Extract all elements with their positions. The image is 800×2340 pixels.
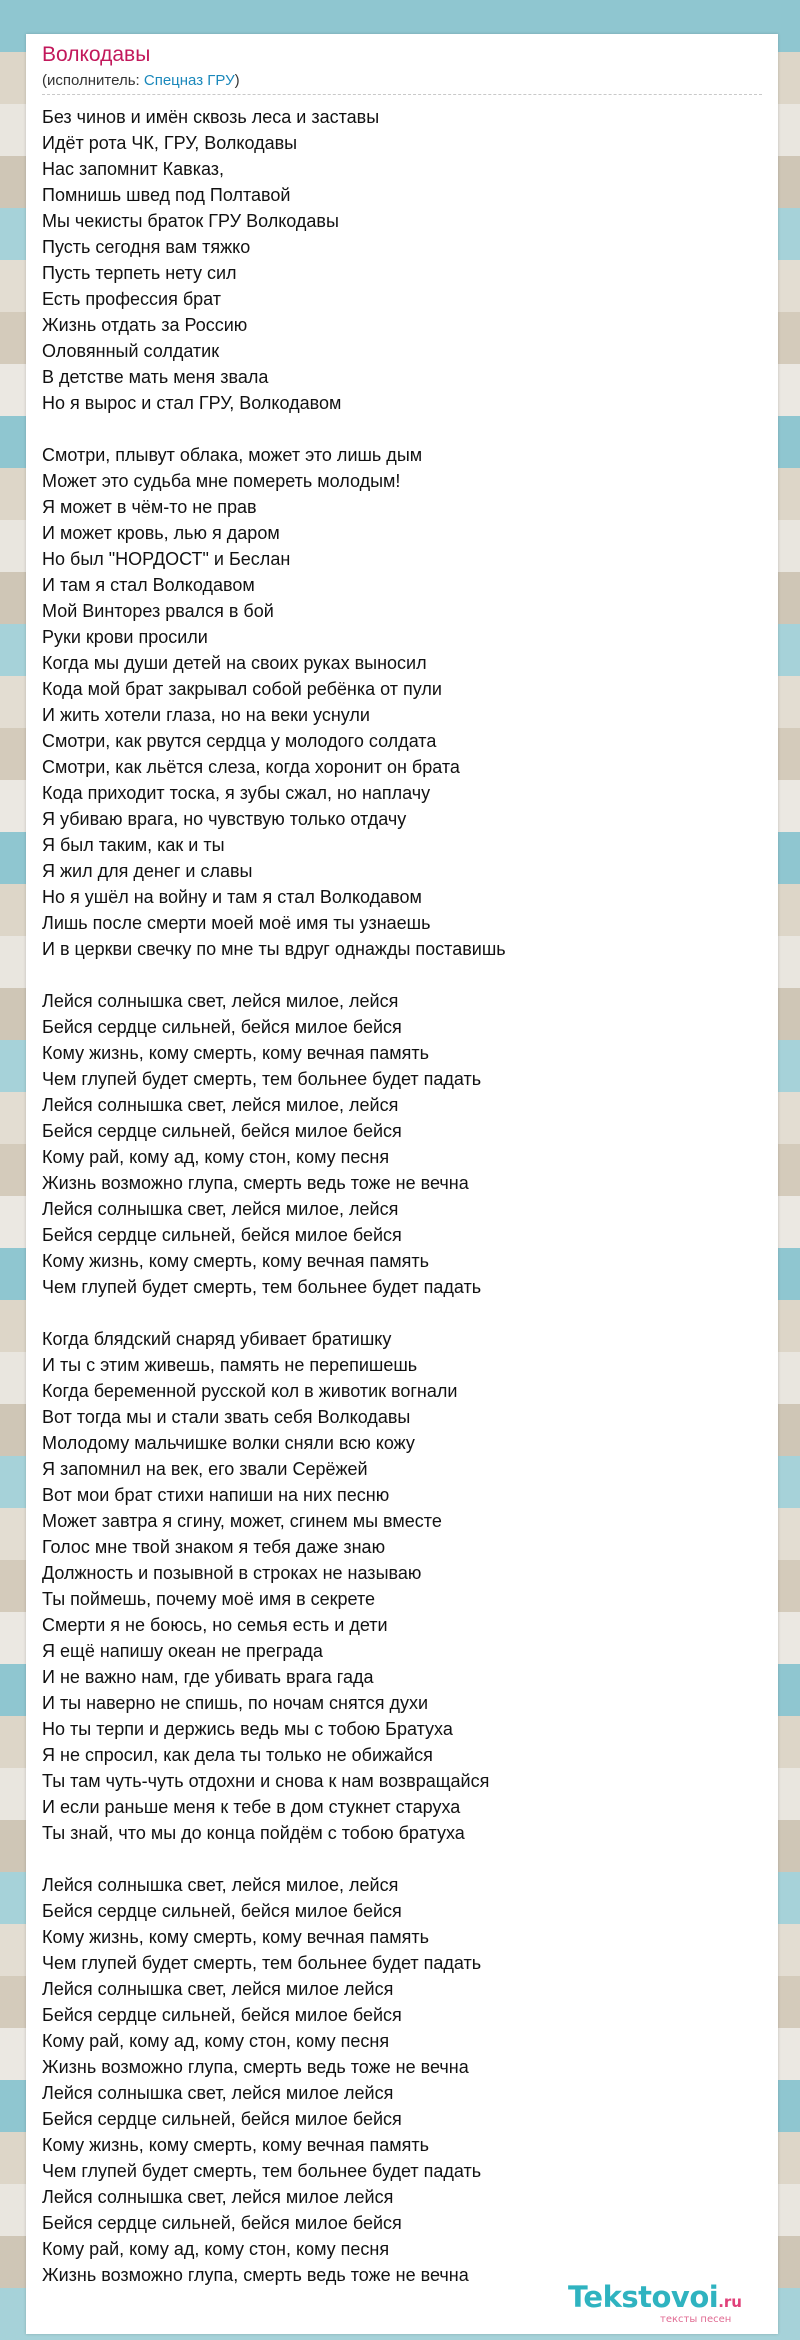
artist-suffix: ) bbox=[234, 72, 240, 89]
lyric-line: Я ещё напишу океан не преграда bbox=[42, 1641, 323, 1661]
lyric-line: Руки крови просили bbox=[42, 627, 208, 647]
stanza-break bbox=[42, 1846, 762, 1872]
lyric-line: Кому жизнь, кому смерть, кому вечная память bbox=[42, 1251, 430, 1271]
lyric-line: И там я стал Волкодавом bbox=[42, 575, 255, 595]
artist-line bbox=[42, 72, 240, 90]
lyrics-text bbox=[42, 104, 762, 2288]
lyric-line: Бейся сердце сильней, бейся милое бейся bbox=[42, 1225, 402, 1245]
lyric-line: Мой Винторез рвался в бой bbox=[42, 601, 274, 621]
lyric-line: Оловянный солдатик bbox=[42, 341, 220, 361]
lyric-line: Кому жизнь, кому смерть, кому вечная память bbox=[42, 1043, 430, 1063]
lyric-line: Кому рай, кому ад, кому стон, кому песня bbox=[42, 1147, 390, 1167]
lyric-line: Я запомнил на век, его звали Серёжей bbox=[42, 1459, 368, 1479]
lyric-line: Пусть терпеть нету сил bbox=[42, 263, 237, 283]
lyric-line: Чем глупей будет смерть, тем больнее будет падать bbox=[42, 1277, 482, 1297]
lyric-line: Когда беременной русской кол в животик вогнали bbox=[42, 1381, 458, 1401]
lyric-line: Лейся солнышка свет, лейся милое, лейся bbox=[42, 991, 399, 1011]
stanza-break bbox=[42, 1300, 762, 1326]
lyric-line: Есть профессия брат bbox=[42, 289, 221, 309]
lyric-line: Чем глупей будет смерть, тем больнее будет падать bbox=[42, 1953, 482, 1973]
lyric-line: Но я вырос и стал ГРУ, Волкодавом bbox=[42, 393, 342, 413]
lyric-line: Когда блядский снаряд убивает братишку bbox=[42, 1329, 392, 1349]
lyric-line: Но был "НОРДОСТ" и Беслан bbox=[42, 549, 291, 569]
lyric-line: Пусть сегодня вам тяжко bbox=[42, 237, 251, 257]
lyric-line: Но я ушёл на войну и там я стал Волкодавом bbox=[42, 887, 422, 907]
lyric-line: Лейся солнышка свет, лейся милое, лейся bbox=[42, 1199, 399, 1219]
lyrics-card bbox=[26, 34, 778, 2334]
lyric-line: Я убиваю врага, но чувствую только отдачу bbox=[42, 809, 407, 829]
lyric-line: И жить хотели глаза, но на веки уснули bbox=[42, 705, 370, 725]
lyric-line: Кода приходит тоска, я зубы сжал, но наплачу bbox=[42, 783, 431, 803]
lyric-line: И может кровь, лью я даром bbox=[42, 523, 280, 543]
lyric-line: Я может в чём-то не прав bbox=[42, 497, 257, 517]
artist-link[interactable]: Спецназ ГРУ bbox=[143, 72, 235, 89]
lyric-line: Жизнь возможно глупа, смерть ведь тоже не вечна bbox=[42, 2265, 469, 2285]
lyric-line: Жизнь возможно глупа, смерть ведь тоже не вечна bbox=[42, 1173, 469, 1193]
logo-name: Tekstovoi bbox=[568, 2280, 719, 2314]
lyric-line: Ты поймешь, почему моё имя в секрете bbox=[42, 1589, 375, 1609]
lyric-line: Идёт рота ЧК, ГРУ, Волкодавы bbox=[42, 133, 298, 153]
lyric-line: Я не спросил, как дела ты только не обижайся bbox=[42, 1745, 433, 1765]
lyric-line: Бейся сердце сильней, бейся милое бейся bbox=[42, 1901, 402, 1921]
lyric-line: И если раньше меня к тебе в дом стукнет старуха bbox=[42, 1797, 461, 1817]
lyric-line: Чем глупей будет смерть, тем больнее будет падать bbox=[42, 2161, 482, 2181]
lyric-line: Может это судьба мне помереть молодым! bbox=[42, 471, 401, 491]
lyric-line: Может завтра я сгину, может, сгинем мы вместе bbox=[42, 1511, 442, 1531]
lyric-line: Бейся сердце сильней, бейся милое бейся bbox=[42, 2213, 402, 2233]
lyric-line: Вот тогда мы и стали звать себя Волкодавы bbox=[42, 1407, 411, 1427]
lyric-line: Смотри, как льётся слеза, когда хоронит он брата bbox=[42, 757, 460, 777]
lyric-line: Лейся солнышка свет, лейся милое, лейся bbox=[42, 1875, 399, 1895]
lyric-line: Вот мои брат стихи напиши на них песню bbox=[42, 1485, 390, 1505]
lyric-line: Лишь после смерти моей моё имя ты узнаешь bbox=[42, 913, 431, 933]
lyric-line: И не важно нам, где убивать врага гада bbox=[42, 1667, 374, 1687]
lyric-line: Мы чекисты браток ГРУ Волкодавы bbox=[42, 211, 339, 231]
lyric-line: Лейся солнышка свет, лейся милое лейся bbox=[42, 2083, 394, 2103]
lyric-line: Чем глупей будет смерть, тем больнее будет падать bbox=[42, 1069, 482, 1089]
site-logo[interactable] bbox=[568, 2280, 778, 2330]
lyric-line: И в церкви свечку по мне ты вдруг однажды поставишь bbox=[42, 939, 506, 959]
lyric-line: Лейся солнышка свет, лейся милое лейся bbox=[42, 2187, 394, 2207]
lyric-line: Я жил для денег и славы bbox=[42, 861, 253, 881]
lyric-line: Лейся солнышка свет, лейся милое, лейся bbox=[42, 1095, 399, 1115]
lyric-line: Молодому мальчишке волки сняли всю кожу bbox=[42, 1433, 415, 1453]
lyric-line: Кому жизнь, кому смерть, кому вечная память bbox=[42, 1927, 430, 1947]
song-title: Волкодавы bbox=[42, 43, 151, 66]
lyric-line: Лейся солнышка свет, лейся милое лейся bbox=[42, 1979, 394, 1999]
logo-tld: .ru bbox=[718, 2293, 742, 2311]
lyric-line: Должность и позывной в строках не называю bbox=[42, 1563, 422, 1583]
lyric-line: И ты наверно не спишь, по ночам снятся духи bbox=[42, 1693, 429, 1713]
lyric-line: Жизнь возможно глупа, смерть ведь тоже не вечна bbox=[42, 2057, 469, 2077]
artist-prefix: (исполнитель: bbox=[42, 72, 144, 89]
lyric-line: Кому рай, кому ад, кому стон, кому песня bbox=[42, 2031, 390, 2051]
logo-tagline: тексты песен bbox=[660, 2314, 732, 2325]
title-divider bbox=[42, 94, 762, 95]
lyric-line: Нас запомнит Кавказ, bbox=[42, 159, 225, 179]
lyric-line: Без чинов и имён сквозь леса и заставы bbox=[42, 107, 380, 127]
lyric-line: В детстве мать меня звала bbox=[42, 367, 269, 387]
lyric-line: Я был таким, как и ты bbox=[42, 835, 225, 855]
lyric-line: Голос мне твой знаком я тебя даже знаю bbox=[42, 1537, 386, 1557]
lyric-line: Помнишь швед под Полтавой bbox=[42, 185, 291, 205]
lyric-line: И ты с этим живешь, память не перепишешь bbox=[42, 1355, 418, 1375]
lyric-line: Кода мой брат закрывал собой ребёнка от пули bbox=[42, 679, 442, 699]
lyric-line: Бейся сердце сильней, бейся милое бейся bbox=[42, 2109, 402, 2129]
lyric-line: Бейся сердце сильней, бейся милое бейся bbox=[42, 1017, 402, 1037]
lyric-line: Жизнь отдать за Россию bbox=[42, 315, 248, 335]
lyric-line: Кому рай, кому ад, кому стон, кому песня bbox=[42, 2239, 390, 2259]
lyric-line: Смерти я не боюсь, но семья есть и дети bbox=[42, 1615, 388, 1635]
lyric-line: Когда мы души детей на своих руках выносил bbox=[42, 653, 427, 673]
lyric-line: Бейся сердце сильней, бейся милое бейся bbox=[42, 1121, 402, 1141]
lyric-line: Ты знай, что мы до конца пойдём с тобою братуха bbox=[42, 1823, 465, 1843]
stanza-break bbox=[42, 962, 762, 988]
lyric-line: Смотри, плывут облака, может это лишь дым bbox=[42, 445, 423, 465]
lyric-line: Смотри, как рвутся сердца у молодого солдата bbox=[42, 731, 437, 751]
lyric-line: Но ты терпи и держись ведь мы с тобою Братуха bbox=[42, 1719, 453, 1739]
lyric-line: Бейся сердце сильней, бейся милое бейся bbox=[42, 2005, 402, 2025]
stanza-break bbox=[42, 416, 762, 442]
lyric-line: Кому жизнь, кому смерть, кому вечная память bbox=[42, 2135, 430, 2155]
lyric-line: Ты там чуть-чуть отдохни и снова к нам возвращайся bbox=[42, 1771, 490, 1791]
